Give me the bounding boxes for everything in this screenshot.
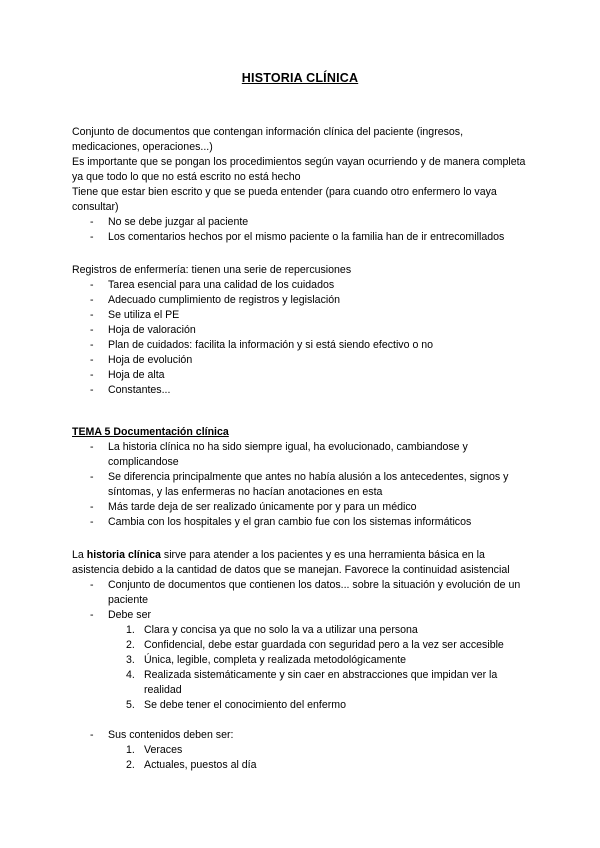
list-item: - Hoja de alta <box>72 368 532 383</box>
intro-paragraph-3: Tiene que estar bien escrito y que se pueda entender (para cuando otro enfermero lo vaya consultar) <box>72 186 497 213</box>
numbered-item: 2. Actuales, puestos al día <box>126 759 257 771</box>
hc-list <box>72 578 532 623</box>
list-item: - Sus contenidos deben ser: <box>72 728 532 743</box>
list-item: - Conjunto de documentos que contienen los datos... sobre la situación y evolución de un paciente <box>72 578 532 608</box>
bold-term: historia clínica <box>86 549 161 561</box>
intro-paragraph-1: Conjunto de documentos que contengan información clínica del paciente (ingresos, medicaciones, operaciones...) <box>72 126 464 153</box>
list-item: - Hoja de evolución <box>72 353 532 368</box>
list-item: - Más tarde deja de ser realizado únicamente por y para un médico <box>72 500 532 515</box>
registros-list <box>72 278 532 398</box>
contenidos-list-header <box>72 728 532 743</box>
list-item: - La historia clínica no ha sido siempre igual, ha evolucionado, cambiandose y complicandose <box>72 440 532 470</box>
document-body <box>72 125 532 773</box>
list-item: - Debe ser <box>72 608 532 623</box>
intro-list <box>72 215 532 245</box>
numbered-item: 3. Única, legible, completa y realizada metodológicamente <box>126 654 407 666</box>
list-item: - Tarea esencial para una calidad de los cuidados <box>72 278 532 293</box>
numbered-item: 1. Veraces <box>126 744 183 756</box>
list-item: - Constantes... <box>72 383 532 398</box>
intro-paragraph-2: Es importante que se pongan los procedimientos según vayan ocurriendo y de manera completa ya que todo lo que no está escrito no está hecho <box>72 156 526 183</box>
numbered-item: 1. Clara y concisa ya que no solo la va a utilizar una persona <box>126 624 418 636</box>
list-item: - Los comentarios hechos por el mismo paciente o la familia han de ir entrecomillados <box>72 230 532 245</box>
registros-heading: Registros de enfermería: tienen una serie de repercusiones <box>72 264 352 276</box>
numbered-item: 5. Se debe tener el conocimiento del enfermo <box>126 699 346 711</box>
numbered-item: 2. Confidencial, debe estar guardada con seguridad pero a la vez ser accesible <box>126 639 504 651</box>
list-item: - Cambia con los hospitales y el gran cambio fue con los sistemas informáticos <box>72 515 532 530</box>
historia-clinica-paragraph: La historia clínica sirve para atender a los pacientes y es una herramienta básica en la asistencia debido a la cantidad de datos que se manejan. Favorece la continuidad asistencial <box>72 549 510 576</box>
page-title: HISTORIA CLÍNICA <box>241 71 359 85</box>
list-item: - Se diferencia principalmente que antes no había alusión a los antecedentes, signos y síntomas, y las enfermeras no hacían anotaciones en esta <box>72 470 532 500</box>
tema5-list <box>72 440 532 530</box>
list-item: - Plan de cuidados: facilita la información y si está siendo efectivo o no <box>72 338 532 353</box>
debe-ser-list <box>72 623 532 713</box>
list-item: - Se utiliza el PE <box>72 308 532 323</box>
list-item: - No se debe juzgar al paciente <box>72 215 532 230</box>
list-item: - Adecuado cumplimiento de registros y legislación <box>72 293 532 308</box>
contenidos-list <box>72 743 532 773</box>
section-heading: TEMA 5 Documentación clínica <box>72 426 229 438</box>
list-item: - Hoja de valoración <box>72 323 532 338</box>
numbered-item: 4. Realizada sistemáticamente y sin caer en abstracciones que impidan ver la realidad <box>126 669 498 696</box>
